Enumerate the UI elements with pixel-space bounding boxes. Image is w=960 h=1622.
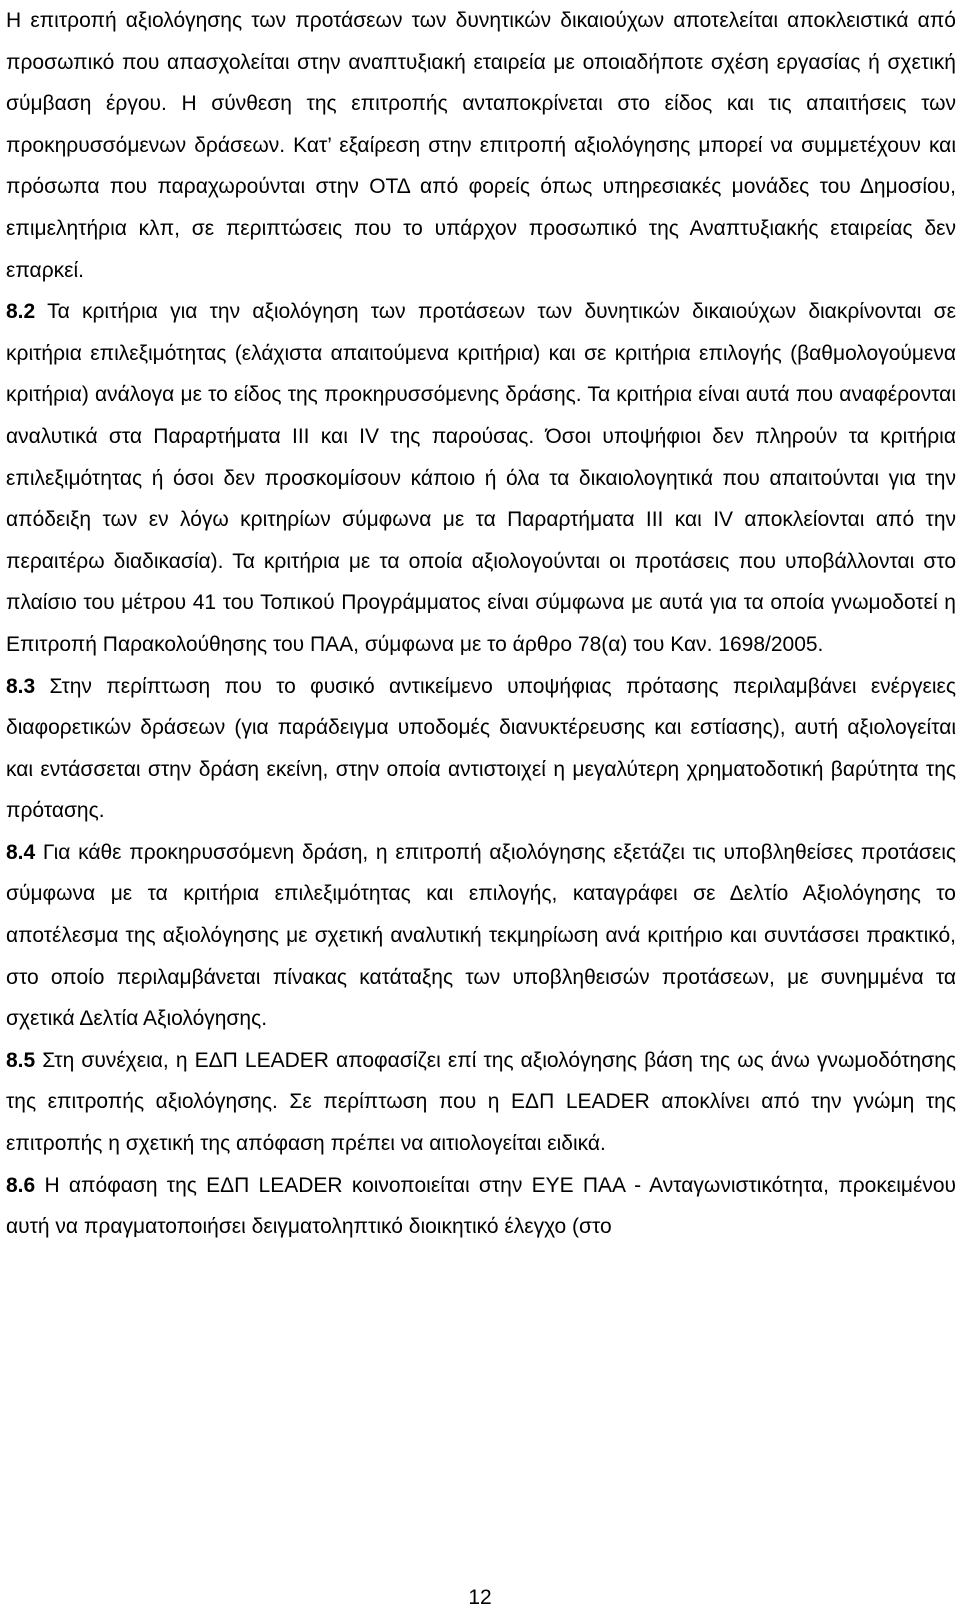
page-number: 12	[468, 1586, 492, 1609]
paragraph-8-5-text: Στη συνέχεια, η ΕΔΠ LEADER αποφασίζει επί της αξιολόγησης βάση της ως άνω γνωμοδότησης της επιτροπής αξιολόγησης. Σε περίπτωση που η ΕΔΠ LEADER αποκλίνει από την γνώμη της επιτροπής η σχετική της απόφαση πρέπει να αιτιολογείται ειδικά.	[6, 1048, 956, 1156]
paragraph-8-2	[6, 291, 956, 665]
document-page	[6, 0, 956, 1248]
paragraph-8-4	[6, 832, 956, 1040]
section-number-8-6: 8.6	[6, 1173, 36, 1197]
paragraph-8-6-text: Η απόφαση της ΕΔΠ LEADER κοινοποιείται στην ΕΥΕ ΠΑΑ - Ανταγωνιστικότητα, προκειμένου αυτή να πραγματοποιήσει δειγματοληπτικό διοικητικό έλεγχο (στο	[6, 1173, 956, 1239]
section-number-8-4: 8.4	[6, 840, 36, 864]
paragraph-8-2-text: Τα κριτήρια για την αξιολόγηση των προτάσεων των δυνητικών δικαιούχων διακρίνονται σε κριτήρια επιλεξιμότητας (ελάχιστα απαιτούμενα κριτήρια) και σε κριτήρια επιλογής (βαθμολογούμενα κριτήρια) ανάλογα με το είδος της προκηρυσσόμενης δράσης. Τα κριτήρια είναι αυτά που αναφέρονται αναλυτικά στα Παραρτήματα ΙΙΙ και IV της παρούσας. Όσοι υποψήφιοι δεν πληρούν τα κριτήρια επιλεξιμότητας ή όσοι δεν προσκομίσουν κάποιο ή όλα τα δικαιολογητικά που απαιτούνται για την απόδειξη των εν λόγω κριτηρίων σύμφωνα με τα Παραρτήματα ΙΙΙ και IV αποκλείονται από την περαιτέρω διαδικασία). Τα κριτήρια με τα οποία αξιολογούνται οι προτάσεις που υποβάλλονται στο πλαίσιο του μέτρου 41 του Τοπικού Προγράμματος είναι σύμφωνα με αυτά για τα οποία γνωμοδοτεί η Επιτροπή Παρακολούθησης του ΠΑΑ, σύμφωνα με το άρθρο 78(α) του Καν. 1698/2005.	[6, 300, 956, 656]
paragraph-8-5	[6, 1040, 956, 1165]
paragraph-8-3	[6, 666, 956, 832]
paragraph-intro-text: Η επιτροπή αξιολόγησης των προτάσεων των δυνητικών δικαιούχων αποτελείται αποκλειστικά από προσωπικό που απασχολείται στην αναπτυξιακή εταιρεία με οποιαδήποτε σχέση εργασίας ή σχετική σύμβαση έργου. Η σύνθεση της επιτροπής ανταποκρίνεται στο είδος και τις απαιτήσεις των προκηρυσσόμενων δράσεων. Κατ’ εξαίρεση στην επιτροπή αξιολόγησης μπορεί να συμμετέχουν και πρόσωπα που παραχωρούνται στην ΟΤΔ από φορείς όπως υπηρεσιακές μονάδες του Δημοσίου, επιμελητήρια κλπ, σε περιπτώσεις που το υπάρχον προσωπικό της Αναπτυξιακής εταιρείας δεν επαρκεί.	[6, 9, 956, 282]
paragraph-8-4-text: Για κάθε προκηρυσσόμενη δράση, η επιτροπή αξιολόγησης εξετάζει τις υποβληθείσες προτάσεις σύμφωνα με τα κριτήρια επιλεξιμότητας και επιλογής, καταγράφει σε Δελτίο Αξιολόγησης το αποτέλεσμα της αξιολόγησης με σχετική αναλυτική τεκμηρίωση ανά κριτήριο και συντάσσει πρακτικό, στο οποίο περιλαμβάνεται πίνακας κατάταξης των υποβληθεισών προτάσεων, με συνημμένα τα σχετικά Δελτία Αξιολόγησης.	[6, 840, 956, 1031]
section-number-8-2: 8.2	[6, 300, 36, 324]
paragraph-intro	[6, 0, 956, 291]
section-number-8-3: 8.3	[6, 674, 36, 698]
section-number-8-5: 8.5	[6, 1048, 36, 1072]
paragraph-8-6	[6, 1165, 956, 1248]
paragraph-8-3-text: Στην περίπτωση που το φυσικό αντικείμενο υποψήφιας πρότασης περιλαμβάνει ενέργειες διαφορετικών δράσεων (για παράδειγμα υποδομές διανυκτέρευσης και εστίασης), αυτή αξιολογείται και εντάσσεται στην δράση εκείνη, στην οποία αντιστοιχεί η μεγαλύτερη χρηματοδοτική βαρύτητα της πρότασης.	[6, 674, 956, 823]
